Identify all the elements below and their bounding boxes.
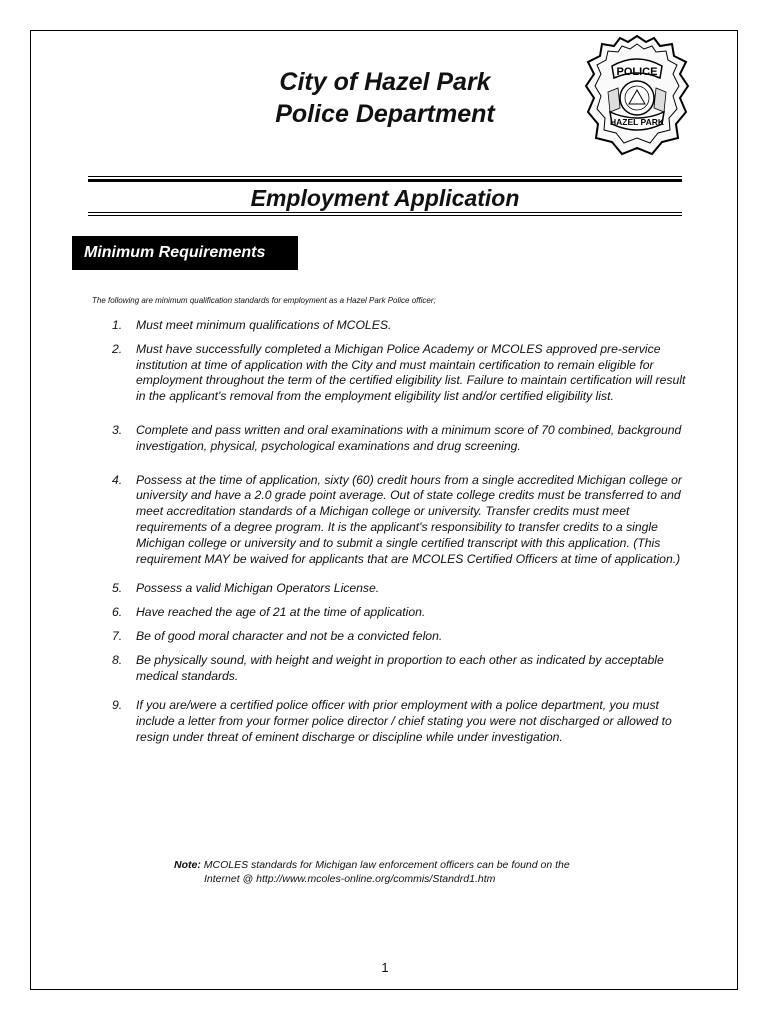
list-item <box>112 605 692 621</box>
item-text: Must have successfully completed a Michigan Police Academy or MCOLES approved pre-service institution at time of application with the City and must maintain certification to remain eligible for employment throughout the term of the certified eligibility list. Failure to maintain certification will result in the applicant's removal from the employment eligibility list and/or certified eligibility list. <box>136 341 686 404</box>
item-number: 1. <box>112 318 123 332</box>
item-text: Have reached the age of 21 at the time of application. <box>136 605 426 620</box>
badge-bottom-text: HAZEL PARK <box>610 117 664 127</box>
item-number: 5. <box>112 581 123 596</box>
police-badge-icon <box>582 32 692 158</box>
top-rule <box>88 176 682 182</box>
list-item <box>112 653 692 685</box>
item-number: 9. <box>112 698 123 713</box>
item-number: 3. <box>112 422 123 437</box>
list-item <box>112 318 692 334</box>
section-title: Employment Application <box>250 185 520 211</box>
title-line-department: Police Department <box>275 100 495 128</box>
note <box>174 858 654 886</box>
list-item <box>112 423 692 455</box>
list-item <box>112 473 692 568</box>
list-item <box>112 342 692 405</box>
item-text: Possess a valid Michigan Operators License. <box>136 581 380 596</box>
intro-text: The following are minimum qualification standards for employment as a Hazel Park Police officer; <box>92 296 436 305</box>
list-item <box>112 581 692 597</box>
item-text: Must meet minimum qualifications of MCOLES. <box>136 318 392 332</box>
title-line-city: City of Hazel Park <box>279 68 491 96</box>
item-number: 6. <box>112 605 123 620</box>
requirements-list <box>112 318 692 746</box>
note-line-1: MCOLES standards for Michigan law enforcement officers can be found on the <box>200 859 570 871</box>
note-label: Note: <box>174 859 201 871</box>
item-text: If you are/were a certified police officer with prior employment with a police department, you must include a letter from your former police director / chief stating you were not discharged or allowed to resign under threat of eminent discharge or discipline while under investigation. <box>136 698 672 744</box>
list-item <box>112 629 692 645</box>
page-number: 1 <box>381 960 389 975</box>
item-text: Complete and pass written and oral examinations with a minimum score of 70 combined, background investigation, physical, psychological examinations and drug screening. <box>136 422 682 453</box>
bottom-rule <box>88 212 682 216</box>
item-text: Be of good moral character and not be a convicted felon. <box>136 628 443 643</box>
item-text: Possess at the time of application, sixty (60) credit hours from a single accredited Michigan college or university and have a 2.0 grade point average. Out of state college credits must be transferred to and meet accreditation standards of a Michigan college or university. Transfer credits must meet requirements of a degree program. It is the applicant's responsibility to transfer credits to a single Michigan college or university and to submit a single certified transcript with this application. (This requirement MAY be waived for applicants that are MCOLES Certified Officers at time of application.) <box>136 472 682 566</box>
item-number: 7. <box>112 628 123 643</box>
list-item <box>112 698 692 745</box>
minimum-requirements-banner: Minimum Requirements <box>72 236 298 270</box>
note-line-2: Internet @ http://www.mcoles-online.org/commis/Standrd1.htm <box>204 873 496 885</box>
item-text: Be physically sound, with height and weight in proportion to each other as indicated by acceptable medical standards. <box>136 652 664 683</box>
badge-top-text: POLICE <box>616 66 658 78</box>
page-title <box>200 66 570 130</box>
item-number: 8. <box>112 652 123 667</box>
item-number: 2. <box>112 341 123 356</box>
item-number: 4. <box>112 472 123 487</box>
